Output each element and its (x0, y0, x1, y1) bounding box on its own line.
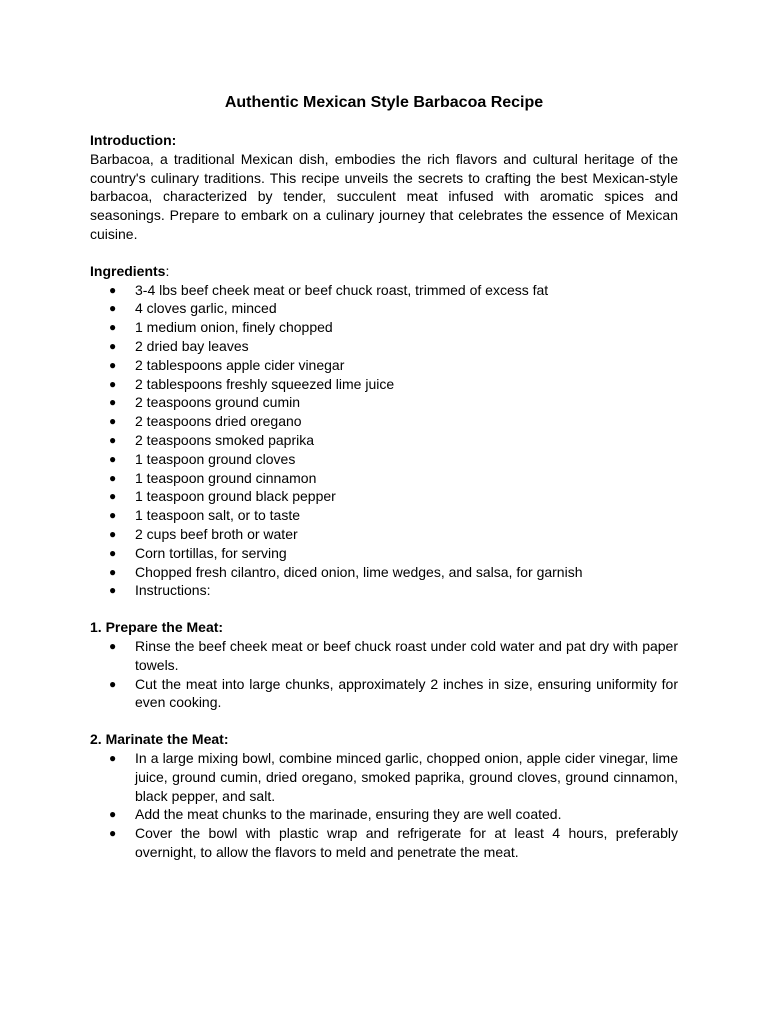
document-body (90, 92, 678, 862)
ingredients-heading-colon: : (165, 262, 170, 279)
bullet-icon: ● (109, 638, 117, 653)
bullet-icon: ● (109, 320, 117, 335)
list-item (90, 281, 678, 300)
list-item-text: 2 dried bay leaves (135, 337, 249, 354)
introduction-heading: Introduction: (90, 132, 177, 148)
list-item-text: 1 teaspoon ground cloves (135, 450, 296, 467)
bullet-icon: ● (109, 807, 117, 822)
list-item (90, 469, 678, 488)
introduction-paragraph: Barbacoa, a traditional Mexican dish, embodies the rich flavors and cultural heritage of the country's culinary traditions. This recipe unveils the secrets to crafting the best Mexican-style barbacoa, characterized by tender, succulent meat infused with aromatic spices and seasonings. Prepare to embark on a culinary journey that celebrates the essence of Mexican cuisine. (90, 150, 678, 242)
bullet-icon: ● (109, 750, 117, 765)
step-1-heading: 1. Prepare the Meat: (90, 619, 224, 636)
list-item-text: 2 cups beef broth or water (135, 525, 298, 542)
list-item-text: 3-4 lbs beef cheek meat or beef chuck roast, trimmed of excess fat (135, 281, 549, 298)
list-item-text: Add the meat chunks to the marinade, ensuring they are well coated. (135, 806, 562, 823)
bullet-icon: ● (109, 338, 117, 353)
step-2-heading: 2. Marinate the Meat: (90, 731, 229, 748)
step-1-list (90, 637, 678, 712)
list-item-text: 2 teaspoons ground cumin (135, 394, 300, 411)
bullet-icon: ● (109, 545, 117, 560)
list-item-text: Cover the bowl with plastic wrap and refrigerate for at least 4 hours, preferably overnight, to allow the flavors to meld and penetrate the meat. (135, 825, 678, 860)
bullet-icon: ● (109, 583, 117, 598)
list-item-text: Chopped fresh cilantro, diced onion, lime wedges, and salsa, for garnish (135, 563, 583, 580)
bullet-icon: ● (109, 489, 117, 504)
bullet-icon: ● (109, 451, 117, 466)
list-item-text: 1 medium onion, finely chopped (135, 319, 333, 336)
list-item (90, 544, 678, 563)
bullet-icon: ● (109, 414, 117, 429)
bullet-icon: ● (109, 301, 117, 316)
list-item-text: 1 teaspoon ground black pepper (135, 488, 336, 505)
section-spacer (90, 244, 678, 262)
list-item (90, 356, 678, 375)
list-item (90, 299, 678, 318)
list-item-text: Corn tortillas, for serving (135, 544, 287, 561)
bullet-icon: ● (109, 376, 117, 391)
section-spacer (90, 600, 678, 618)
list-item (90, 563, 678, 582)
bullet-icon: ● (109, 282, 117, 297)
bullet-icon: ● (109, 564, 117, 579)
list-item-text: Instructions: (135, 582, 211, 599)
bullet-icon: ● (109, 676, 117, 691)
list-item-text: 2 teaspoons smoked paprika (135, 431, 314, 448)
ingredients-list (90, 281, 678, 601)
list-item (90, 412, 678, 431)
list-item (90, 337, 678, 356)
list-item-text: 2 teaspoons dried oregano (135, 413, 302, 430)
bullet-icon: ● (109, 432, 117, 447)
bullet-icon: ● (109, 508, 117, 523)
list-item-text: In a large mixing bowl, combine minced garlic, chopped onion, apple cider vinegar, lime juice, ground cumin, dried oregano, smoked paprika, ground cloves, ground cinnamon, black pepper, and salt. (135, 749, 678, 804)
bullet-icon: ● (109, 357, 117, 372)
page-title: Authentic Mexican Style Barbacoa Recipe (224, 94, 544, 111)
list-item (90, 318, 678, 337)
list-item (90, 805, 678, 824)
ingredients-heading (90, 262, 678, 281)
list-item-text: 2 tablespoons apple cider vinegar (135, 356, 345, 373)
list-item (90, 375, 678, 394)
section-spacer (90, 712, 678, 730)
list-item (90, 431, 678, 450)
list-item (90, 581, 678, 600)
list-item (90, 525, 678, 544)
list-item (90, 506, 678, 525)
bullet-icon: ● (109, 470, 117, 485)
list-item (90, 487, 678, 506)
list-item (90, 824, 678, 862)
bullet-icon: ● (109, 395, 117, 410)
list-item-text: Cut the meat into large chunks, approximately 2 inches in size, ensuring uniformity for even cooking. (135, 675, 678, 711)
list-item (90, 393, 678, 412)
list-item (90, 450, 678, 469)
list-item-text: Rinse the beef cheek meat or beef chuck roast under cold water and pat dry with paper towels. (135, 637, 678, 673)
list-item (90, 675, 678, 713)
list-item (90, 637, 678, 675)
bullet-icon: ● (109, 526, 117, 541)
list-item-text: 1 teaspoon ground cinnamon (135, 469, 317, 486)
list-item-text: 1 teaspoon salt, or to taste (135, 507, 300, 524)
list-item-text: 4 cloves garlic, minced (135, 300, 277, 317)
list-item (90, 749, 678, 805)
ingredients-heading-label: Ingredients (90, 262, 166, 279)
step-2-list (90, 749, 678, 862)
bullet-icon: ● (109, 826, 117, 841)
list-item-text: 2 tablespoons freshly squeezed lime juice (135, 375, 395, 392)
